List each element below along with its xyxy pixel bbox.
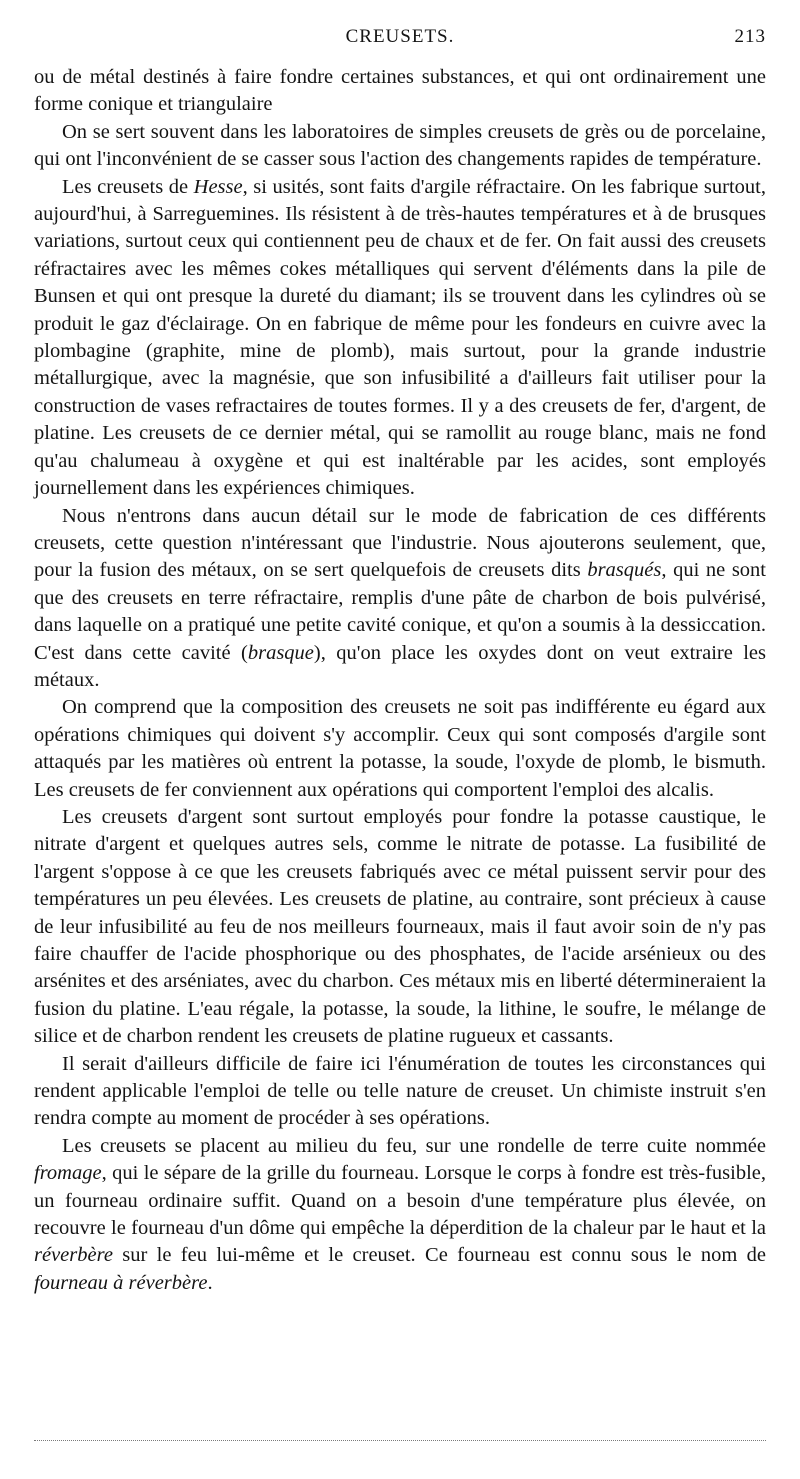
text-run: ), qu'on place les oxydes dont on veut extraire les métaux. — [34, 641, 766, 691]
text-run: On se sert souvent dans les laboratoires de simples creusets de grès ou de porcelaine, qui ont l'inconvénient de se casser sous l'action des changements rapides de température. — [34, 120, 766, 171]
paragraph — [34, 64, 766, 119]
text-run: On comprend que la composition des creusets ne soit pas indifférente eu égard aux opérations chimiques qui doivent s'y accomplir. Ceux qui sont composés d'argile sont attaqués par les matières où entrent la potasse, la soude, l'oxyde de plomb, le bismuth. Les creusets de fer conviennent aux opérations qui comportent l'emploi des alcalis. — [34, 696, 766, 801]
paragraph — [34, 694, 766, 804]
italic-term: brasque — [247, 641, 314, 664]
paragraph — [34, 503, 766, 695]
italic-term: réverbère — [34, 1244, 113, 1267]
text-run: . — [207, 1271, 213, 1294]
text-run: , qui ne sont que des creusets en terre réfractaire, remplis d'une pâte de charbon de bois pulvérisé, dans laquelle on a pratiqué une petite cavité conique, et qu'on a soumis à la dessiccation. C'est dans cette cavité ( — [34, 559, 766, 664]
page-header — [34, 0, 766, 47]
paragraph — [34, 1051, 766, 1133]
italic-term: Hesse — [193, 175, 243, 198]
text-run: Les creusets de — [62, 175, 194, 198]
book-page — [34, 0, 766, 1294]
footer-dotted-rule — [34, 1440, 766, 1441]
running-title: CREUSETS. — [345, 26, 455, 47]
paragraph — [34, 174, 766, 503]
text-run: Les creusets se placent au milieu du feu, sur une rondelle de terre cuite nommée — [62, 1134, 766, 1157]
text-run: Les creusets d'argent sont surtout employés pour fondre la potasse caustique, le nitrate d'argent et quelques autres sels, comme le nitrate de potasse. La fusibilité de l'argent s'oppose à ce que les creusets fabriqués avec ce métal puissent servir pour des températures un peu élevées. Les creusets de platine, au contraire, sont précieux à cause de leur infusibilité au feu de nos meilleurs fourneaux, mais il faut avoir soin de n'y pas faire chauffer de l'acide phosphorique ou des phosphates, de l'acide arsénieux ou des arsénites et des arséniates, avec du charbon. Ces métaux mis en liberté détermineraient la fusion du platine. L'eau régale, la potasse, la soude, la lithine, le soufre, le mélange de silice et de charbon rendent les creusets de platine rugueux et cassants. — [34, 805, 766, 1048]
page-number: 213 — [734, 26, 766, 47]
text-run: Nous n'entrons dans aucun détail sur le mode de fabrication de ces différents creusets, cette question n'intéressant que l'industrie. Nous ajouterons seulement, que, pour la fusion des métaux, on se sert quelquefois de creusets dits — [34, 504, 766, 582]
text-run: Il serait d'ailleurs difficile de faire ici l'énumération de toutes les circonstances qui rendent applicable l'emploi de telle ou telle nature de creuset. Un chimiste instruit s'en rendra compte au moment de procéder à ses opérations. — [34, 1052, 766, 1130]
italic-term: fromage — [34, 1162, 102, 1185]
text-run: sur le feu lui-même et le creuset. Ce fourneau est connu sous le nom de — [112, 1244, 766, 1267]
text-run: , qui le sépare de la grille du fourneau. Lorsque le corps à fondre est très-fusible, un fourneau ordinaire suffit. Quand on a besoin d'une température plus élevée, on recouvre le fourneau d'un dôme qui empêche la déperdition de la chaleur par le haut et la — [34, 1162, 766, 1240]
text-run: , si usités, sont faits d'argile réfractaire. On les fabrique surtout, aujourd'hui, à Sarreguemines. Ils résistent à de très-hautes températures et à de brusques variations, surtout ceux qui contiennent peu de chaux et de fer. On fait aussi des creusets réfractaires avec les mêmes cokes métalliques qui servent d'éléments dans la pile de Bunsen et qui ont presque la dureté du diamant; ils se trouvent dans les cylindres où se produit le gaz d'éclairage. On en fabrique de même pour les fondeurs en cuivre avec la plombagine (graphite, mine de plomb), mais surtout, pour la grande industrie métallurgique, avec la magnésie, que son infusibilité a d'ailleurs fait utiliser pour la construction de vases refractaires de toutes formes. Il y a des creusets de fer, d'argent, de platine. Les creusets de ce dernier métal, qui se ramollit au rouge blanc, mais ne fond qu'au chalumeau à oxygène et qui est inaltérable par les acides, sont employés journellement dans les expériences chimiques. — [34, 175, 766, 500]
italic-term: brasqués — [587, 559, 662, 582]
text-run: ou de métal destinés à faire fondre certaines substances, et qui ont ordinairement une forme conique et triangulaire — [34, 66, 766, 116]
italic-term: fourneau à réverbère — [34, 1271, 208, 1294]
body-text — [34, 64, 766, 1297]
paragraph — [34, 804, 766, 1051]
paragraph — [34, 1133, 766, 1297]
paragraph — [34, 119, 766, 174]
